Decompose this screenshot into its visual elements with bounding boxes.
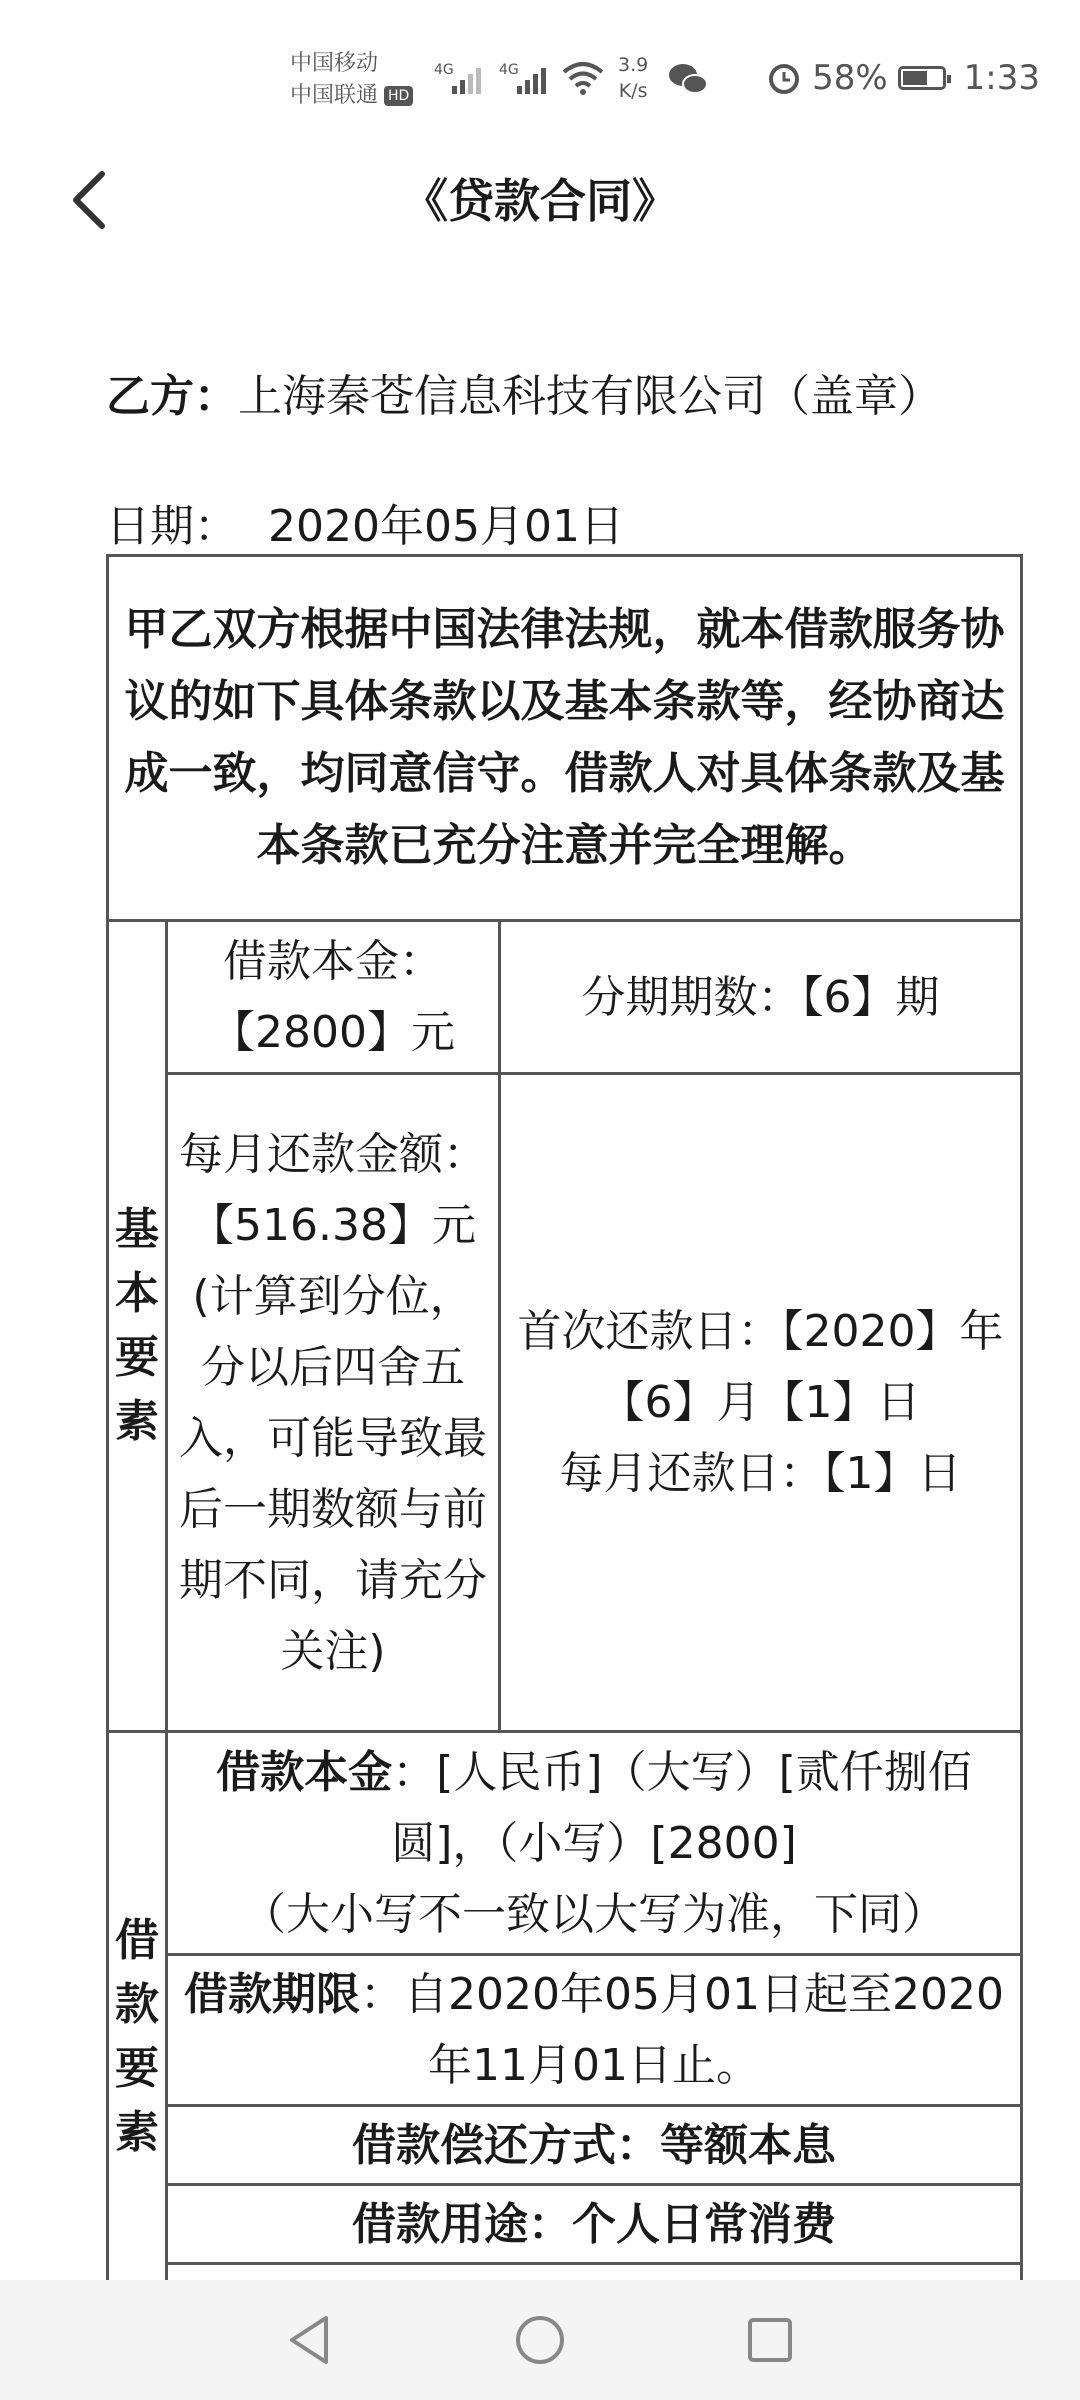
hd-badge: HD bbox=[384, 86, 413, 106]
signal-icon bbox=[432, 60, 492, 96]
loan-purpose-cell: 借款用途：个人日常消费 bbox=[167, 2185, 1022, 2264]
contract-table bbox=[106, 554, 1023, 2344]
battery-percent: 58% bbox=[812, 58, 888, 98]
status-right bbox=[766, 58, 1040, 98]
table-row bbox=[108, 556, 1022, 921]
first-repayment-date: 首次还款日：【2020】年【6】月【1】日 bbox=[517, 1306, 1004, 1428]
term-label: 借款期限 bbox=[184, 1969, 361, 2020]
term-text: ：自2020年05月01日起至2020年11月01日止。 bbox=[360, 1969, 1004, 2091]
table-row bbox=[108, 2185, 1022, 2264]
nav-home-button[interactable] bbox=[510, 2310, 570, 2370]
principal-label: 借款本金 bbox=[216, 1746, 393, 1798]
network-type-2: 4G bbox=[499, 62, 519, 78]
date-value: 2020年05月01日 bbox=[268, 501, 624, 552]
date-label: 日期： bbox=[106, 501, 238, 552]
table-row bbox=[108, 1955, 1022, 2106]
contract-date bbox=[106, 490, 624, 554]
principal-text: ：[人民币]（大写）[贰仟捌佰圆]，（小写）[2800] bbox=[391, 1746, 972, 1869]
nav-back-button[interactable] bbox=[280, 2310, 340, 2370]
speed-unit: K/s bbox=[618, 80, 648, 102]
loan-term-cell bbox=[167, 1955, 1022, 2106]
wechat-icon bbox=[668, 62, 708, 96]
network-type-1: 4G bbox=[434, 62, 454, 78]
installments-cell: 分期期数：【6】期 bbox=[500, 921, 1022, 1074]
party-b bbox=[106, 360, 942, 424]
carrier-name-2: 中国联通 bbox=[290, 83, 379, 108]
page-title: 《贷款合同》 bbox=[402, 174, 678, 228]
triangle-back-icon bbox=[280, 2310, 340, 2370]
basic-elements-label: 基本要素 bbox=[108, 921, 167, 1732]
carrier-name-1: 中国移动 bbox=[290, 51, 379, 76]
carrier-info bbox=[290, 48, 413, 112]
repayment-method-cell: 借款偿还方式：等额本息 bbox=[167, 2106, 1022, 2185]
status-bar bbox=[0, 0, 1080, 150]
loan-principal-cell: 借款本金：【2800】元 bbox=[167, 921, 500, 1074]
table-row bbox=[108, 1074, 1022, 1732]
network-speed bbox=[618, 52, 648, 104]
table-row bbox=[108, 921, 1022, 1074]
party-b-value: 上海秦苍信息科技有限公司（盖章） bbox=[238, 371, 942, 422]
contract-intro: 甲乙双方根据中国法律法规，就本借款服务协议的如下具体条款以及基本条款等，经协商达成一致，均同意信守。借款人对具体条款及基本条款已充分注意并完全理解。 bbox=[108, 556, 1022, 921]
table-row bbox=[108, 2106, 1022, 2185]
square-recents-icon bbox=[740, 2310, 800, 2370]
circle-home-icon bbox=[510, 2310, 570, 2370]
battery-icon bbox=[898, 66, 946, 90]
nav-recents-button[interactable] bbox=[740, 2310, 800, 2370]
alarm-icon bbox=[766, 60, 802, 96]
table-row bbox=[108, 1732, 1022, 1955]
clock: 1:33 bbox=[963, 58, 1040, 98]
wifi-icon bbox=[560, 60, 606, 96]
loan-elements-label: 借款要素 bbox=[108, 1732, 167, 2343]
speed-value: 3.9 bbox=[618, 54, 649, 76]
monthly-repayment-day: 每月还款日：【1】日 bbox=[559, 1448, 962, 1499]
signal-icon bbox=[497, 60, 557, 96]
principal-note: （大小写不一致以大写为准，下同） bbox=[242, 1888, 947, 1940]
party-b-label: 乙方： bbox=[106, 371, 238, 422]
loan-principal-detail bbox=[167, 1732, 1022, 1955]
navigation-bar bbox=[0, 2280, 1080, 2400]
monthly-payment-cell: 每月还款金额：【516.38】元(计算到分位，分以后四舍五入，可能导致最后一期数额与前期不同，请充分关注) bbox=[167, 1074, 500, 1732]
repayment-dates-cell bbox=[500, 1074, 1022, 1732]
